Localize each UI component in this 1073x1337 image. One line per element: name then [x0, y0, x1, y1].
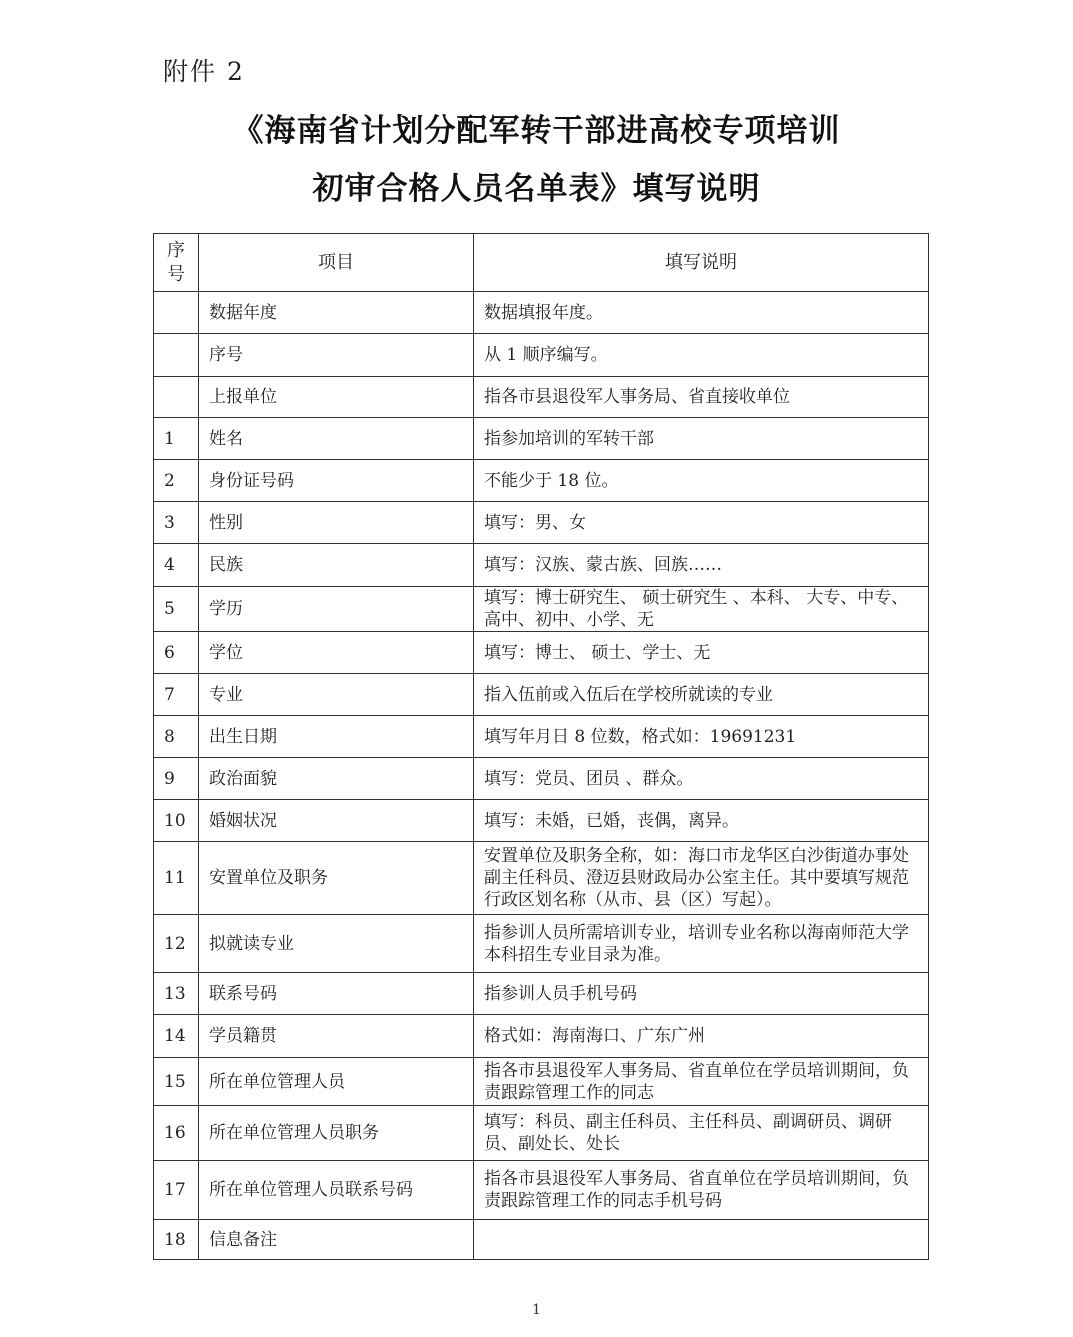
table-header-row	[154, 234, 929, 292]
row-item: 所在单位管理人员联系号码	[199, 1161, 474, 1220]
table-row	[154, 1220, 929, 1260]
row-description: 不能少于 18 位。	[474, 460, 929, 502]
row-description: 填写：博士、 硕士、学士、无	[474, 632, 929, 674]
row-description: 安置单位及职务全称，如：海口市龙华区白沙街道办事处副主任科员、澄迈县财政局办公室主任。其中要填写规范行政区划名称（从市、县（区）写起）。	[474, 842, 929, 915]
row-serial-number: 6	[154, 632, 199, 674]
row-serial-number: 16	[154, 1106, 199, 1161]
row-item: 婚姻状况	[199, 800, 474, 842]
header-serial-line2: 号	[167, 263, 185, 285]
row-serial-number: 18	[154, 1220, 199, 1260]
row-description: 填写：汉族、蒙古族、回族……	[474, 544, 929, 587]
table-row	[154, 973, 929, 1015]
row-item: 出生日期	[199, 716, 474, 758]
table-row	[154, 632, 929, 674]
row-item: 学历	[199, 587, 474, 632]
row-description: 填写：博士研究生、 硕士研究生 、本科、 大专、中专、高中、初中、小学、无	[474, 587, 929, 632]
table-body	[154, 292, 929, 1260]
row-description: 从 1 顺序编写。	[474, 334, 929, 377]
row-serial-number: 15	[154, 1058, 199, 1106]
document-title-line1: 《海南省计划分配军转干部进高校专项培训	[232, 113, 841, 149]
row-item: 所在单位管理人员	[199, 1058, 474, 1106]
row-item: 联系号码	[199, 973, 474, 1015]
row-serial-number	[154, 377, 199, 418]
table-row	[154, 502, 929, 544]
row-item: 学位	[199, 632, 474, 674]
header-item: 项目	[199, 234, 474, 292]
table-row	[154, 915, 929, 973]
row-serial-number: 2	[154, 460, 199, 502]
table-row	[154, 842, 929, 915]
row-description: 指各市县退役军人事务局、省直接收单位	[474, 377, 929, 418]
page-number: 1	[532, 1302, 541, 1318]
row-serial-number: 5	[154, 587, 199, 632]
row-serial-number: 14	[154, 1015, 199, 1058]
row-serial-number: 8	[154, 716, 199, 758]
row-description: 填写年月日 8 位数，格式如：19691231	[474, 716, 929, 758]
row-description: 填写：科员、副主任科员、主任科员、副调研员、调研员、副处长、处长	[474, 1106, 929, 1161]
header-serial-line1: 序	[167, 239, 185, 261]
row-item: 政治面貌	[199, 758, 474, 800]
row-description: 指入伍前或入伍后在学校所就读的专业	[474, 674, 929, 716]
row-item: 数据年度	[199, 292, 474, 334]
table-row	[154, 800, 929, 842]
row-serial-number: 3	[154, 502, 199, 544]
row-serial-number: 12	[154, 915, 199, 973]
table-row	[154, 1058, 929, 1106]
row-description: 填写：男、女	[474, 502, 929, 544]
header-serial-number	[154, 234, 199, 292]
table-row	[154, 334, 929, 377]
row-description: 格式如：海南海口、广东广州	[474, 1015, 929, 1058]
instructions-table	[153, 233, 929, 1260]
table-row	[154, 292, 929, 334]
row-item: 学员籍贯	[199, 1015, 474, 1058]
row-item: 姓名	[199, 418, 474, 460]
row-description: 指各市县退役军人事务局、省直单位在学员培训期间，负责跟踪管理工作的同志	[474, 1058, 929, 1106]
table-row	[154, 1161, 929, 1220]
row-serial-number: 13	[154, 973, 199, 1015]
row-item: 性别	[199, 502, 474, 544]
row-item: 拟就读专业	[199, 915, 474, 973]
row-item: 信息备注	[199, 1220, 474, 1260]
table-row	[154, 418, 929, 460]
row-description: 填写：党员、团员 、群众。	[474, 758, 929, 800]
row-serial-number: 17	[154, 1161, 199, 1220]
row-serial-number: 1	[154, 418, 199, 460]
row-serial-number: 9	[154, 758, 199, 800]
row-item: 序号	[199, 334, 474, 377]
table-row	[154, 1015, 929, 1058]
row-serial-number: 11	[154, 842, 199, 915]
table-row	[154, 377, 929, 418]
row-serial-number: 4	[154, 544, 199, 587]
row-description: 数据填报年度。	[474, 292, 929, 334]
table-row	[154, 674, 929, 716]
row-item: 安置单位及职务	[199, 842, 474, 915]
row-item: 上报单位	[199, 377, 474, 418]
row-description: 指参训人员手机号码	[474, 973, 929, 1015]
header-description: 填写说明	[474, 234, 929, 292]
table-row	[154, 758, 929, 800]
table-row	[154, 587, 929, 632]
row-description: 指参训人员所需培训专业，培训专业名称以海南师范大学本科招生专业目录为准。	[474, 915, 929, 973]
attachment-label: 附件 2	[163, 57, 245, 86]
document-title-line2: 初审合格人员名单表》填写说明	[312, 171, 761, 207]
row-item: 身份证号码	[199, 460, 474, 502]
table-row	[154, 460, 929, 502]
row-description: 填写：未婚，已婚，丧偶，离异。	[474, 800, 929, 842]
row-serial-number	[154, 334, 199, 377]
row-serial-number	[154, 292, 199, 334]
row-description	[474, 1220, 929, 1260]
row-item: 所在单位管理人员职务	[199, 1106, 474, 1161]
row-serial-number: 10	[154, 800, 199, 842]
row-item: 专业	[199, 674, 474, 716]
row-description: 指参加培训的军转干部	[474, 418, 929, 460]
table-row	[154, 716, 929, 758]
table-row	[154, 1106, 929, 1161]
row-description: 指各市县退役军人事务局、省直单位在学员培训期间，负责跟踪管理工作的同志手机号码	[474, 1161, 929, 1220]
table-row	[154, 544, 929, 587]
row-item: 民族	[199, 544, 474, 587]
row-serial-number: 7	[154, 674, 199, 716]
